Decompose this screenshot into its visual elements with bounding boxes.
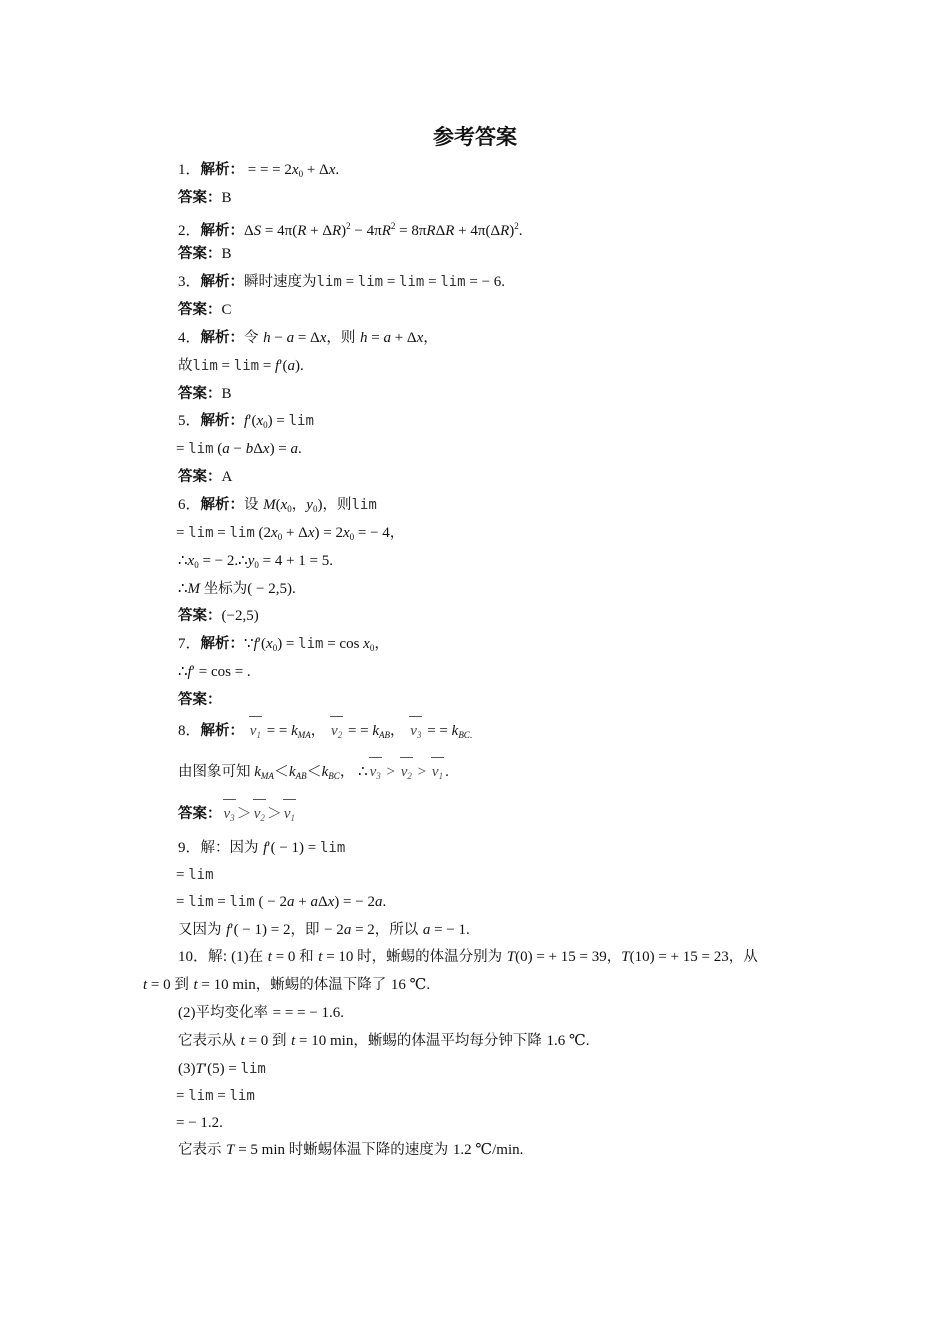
answer-1 — [178, 188, 232, 208]
solution-label: 解析： — [200, 723, 245, 739]
answer-4 — [178, 384, 232, 404]
answer-10-line-7: = − 1.2. — [176, 1115, 223, 1131]
answer-9-solution: 9．解：因为 f′( − 1) = lim — [178, 840, 346, 856]
answer-label: 答案： — [178, 302, 222, 318]
answer-7 — [178, 690, 222, 710]
text: 令 — [244, 330, 264, 346]
solution-label: 解析： — [200, 274, 245, 290]
item-number: 7． — [178, 636, 201, 652]
answer-8-solution: 8．解析： $v_1$ = = $k_{MA}$， $v_2$ = = $k_{AB}$， $v_3$ = = $k_{BC.}$ — [178, 721, 472, 745]
answer-4-line-2: 故lim = lim = f′(a). — [178, 358, 304, 374]
answer-value: B — [221, 190, 232, 206]
answer-4-solution: 4．解析：令 h − a = Δx，则 h = a + Δx， — [178, 330, 438, 346]
item-number: 8． — [178, 723, 201, 739]
solution-label: 解析： — [200, 330, 245, 346]
answer-9-line-2: = lim — [176, 867, 214, 883]
answer-9-line-4: 又因为 f′( − 1) = 2，即 − 2a = 2，所以 a = − 1. — [178, 922, 470, 938]
answer-10-line-6: = lim = lim — [176, 1088, 255, 1104]
answer-3 — [178, 300, 232, 320]
answer-label: 答案： — [178, 806, 222, 822]
answer-5-line-2: = lim (a − bΔx) = a. — [176, 441, 302, 457]
answer-value: C — [221, 302, 232, 318]
math: = = = $2x_0 + \Delta x$. — [247, 162, 340, 179]
answer-value: (−2,5) — [221, 608, 259, 624]
answer-6-line-2: = $\lim = \lim (2x_0 + \Delta x) = 2x_0$ = − 4， — [176, 525, 405, 542]
answer-10-line-4: 它表示从 t = 0 到 t = 10 min，蜥蜴的体温平均每分钟下降 1.6 ℃. — [178, 1033, 590, 1049]
answer-label: 答案： — [178, 246, 222, 262]
item-number: 6． — [178, 497, 201, 513]
answer-10-solution: 10．解: (1)在 t = 0 和 t = 10 时，蜥蜴的体温分别为 T(0) = + 15 = 39，T(10) = + 15 = 23，从 — [178, 949, 758, 965]
answer-2-solution — [178, 216, 523, 241]
answer-10-line-2: t = 0 到 t = 10 min，蜥蜴的体温下降了 16 ℃. — [143, 977, 431, 993]
answer-7-solution: 7．解析：$\because f'(x_0) = \lim = \cos x_0$， — [178, 636, 389, 653]
answer-2 — [178, 244, 232, 264]
answer-7-line-2: ∴f′ = cos = . — [178, 664, 251, 680]
answer-label: 答案： — [178, 386, 222, 402]
answer-8-line-2: 由图象可知 $k_{MA}<k_{AB}<k_{BC}$， ∴ $v_3 > v_2 > v_1$ . — [178, 762, 449, 786]
item-number: 4． — [178, 330, 201, 346]
answer-6-solution: 6．解析：设 $M(x_0$，$y_0$)，则lim — [178, 497, 377, 514]
item-number: 2． — [178, 223, 201, 239]
answer-value: B — [221, 246, 232, 262]
solution-label: 解： — [200, 840, 230, 856]
item-number: 10． — [178, 949, 209, 965]
text: 由图象可知 — [178, 764, 251, 780]
math: $\Delta S = 4\pi(R + \Delta R)^2 - 4\pi R^2 = 8\pi R\Delta R + 4\pi(\Delta R)^2$. — [244, 221, 523, 239]
page-title: 参考答案 — [433, 125, 517, 149]
answer-6 — [178, 606, 259, 626]
text: 瞬时速度为 — [244, 274, 317, 290]
answer-6-line-3: $\therefore x_0$ = − $2.\therefore y_0 = 4 + 1 = 5$. — [178, 553, 333, 570]
answer-label: 答案： — [178, 190, 222, 206]
solution-label: 解析： — [200, 413, 245, 429]
answer-value: A — [221, 469, 233, 485]
answer-10-line-8: 它表示 T = 5 min 时蜥蜴体温下降的速度为 1.2 ℃/min. — [178, 1142, 524, 1158]
math: lim = lim = lim = lim = − 6. — [316, 274, 506, 290]
solution-label: 解析： — [200, 223, 245, 239]
solution-label: 解析： — [200, 636, 245, 652]
answer-10-line-5: (3)T′(5) = lim — [178, 1061, 266, 1077]
item-number: 1． — [178, 162, 201, 178]
item-number: 5． — [178, 413, 201, 429]
answer-label: 答案： — [178, 692, 222, 708]
answer-6-line-4: ∴M 坐标为( − 2,5). — [178, 581, 296, 597]
answer-value: B — [221, 386, 232, 402]
answer-8: 答案： $v_3 > v_2 > v_1$ — [178, 804, 297, 828]
answer-3-solution — [178, 272, 505, 292]
answer-label: 答案： — [178, 608, 222, 624]
answer-1-solution — [178, 160, 339, 184]
answer-label: 答案： — [178, 469, 222, 485]
answer-9-line-3: = lim = lim ( − 2a + aΔx) = − 2a. — [176, 894, 387, 910]
item-number: 3． — [178, 274, 201, 290]
item-number: 9． — [178, 840, 201, 856]
solution-label: 解析： — [200, 162, 245, 178]
solution-label: 解析： — [200, 497, 245, 513]
answer-5-solution: 5．解析：$f'(x_0) = \lim$ — [178, 413, 314, 430]
answer-10-line-3: (2)平均变化率 = = = − 1.6. — [178, 1005, 344, 1021]
answer-5 — [178, 467, 232, 487]
